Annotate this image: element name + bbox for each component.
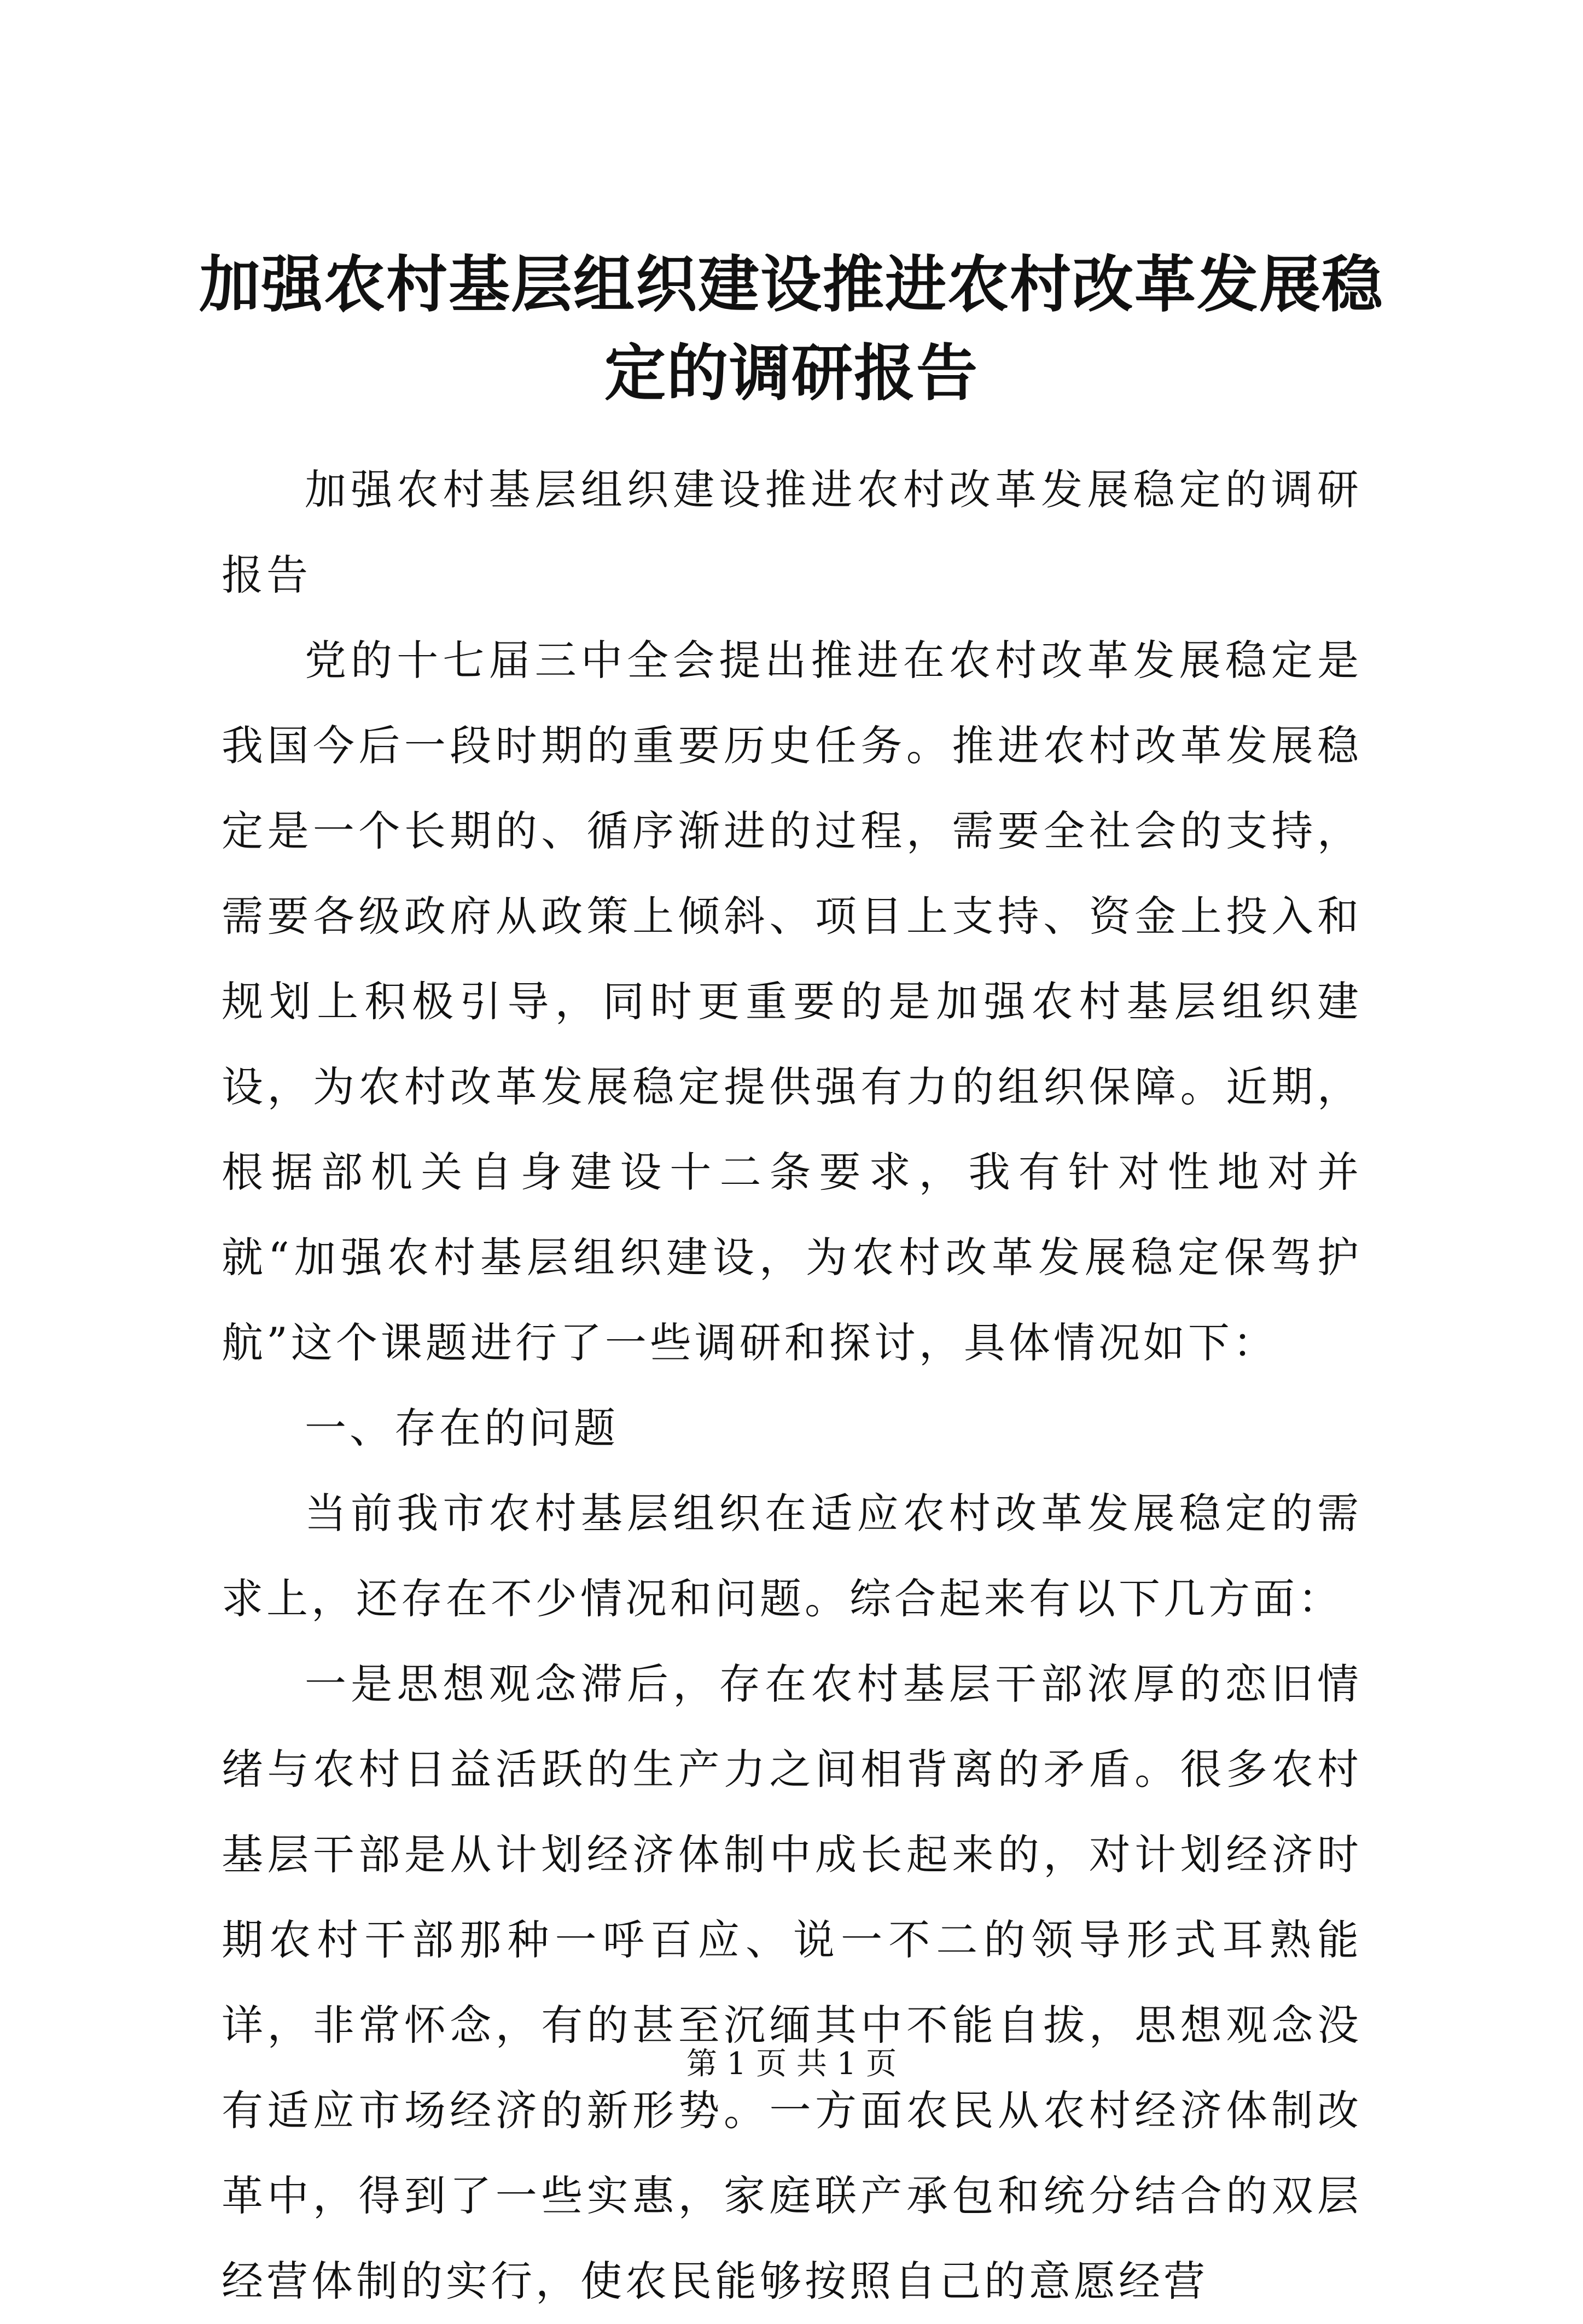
- paragraph-repeated-title: 加强农村基层组织建设推进农村改革发展稳定的调研报告: [222, 465, 1362, 599]
- paragraph-problems-summary: 当前我市农村基层组织在适应农村改革发展稳定的需求上，还存在不少情况和问题。综合起来有以下几方面：: [222, 1489, 1362, 1623]
- paragraph-problem-one: 一是思想观念滞后，存在农村基层干部浓厚的恋旧情绪与农村日益活跃的生产力之间相背离的矛盾。很多农村基层干部是从计划经济体制中成长起来的，对计划经济时期农村干部那种一呼百应、说一不二的领导形式耳熟能详，非常怀念，有的甚至沉缅其中不能自拔，思想观念没有适应市场经济的新形势。一方面农民从农村经济体制改革中，得到了一些实惠，家庭联产承包和统分结合的双层经营体制的实行，使农民能够按照自己的意愿经营: [222, 1660, 1362, 2305]
- document-title: 加强农村基层组织建设推进农村改革发展稳定的调研报告: [199, 249, 1384, 409]
- page-footer: 第 1 页 共 1 页: [686, 2046, 897, 2082]
- section-heading-problems: 一、存在的问题: [305, 1404, 619, 1452]
- paragraph-intro: 党的十七届三中全会提出推进在农村改革发展稳定是我国今后一段时期的重要历史任务。推进农村改革发展稳定是一个长期的、循序渐进的过程，需要全社会的支持，需要各级政府从政策上倾斜、项目上支持、资金上投入和规划上积极引导，同时更重要的是加强农村基层组织建设，为农村改革发展稳定提供强有力的组织保障。近期，根据部机关自身建设十二条要求，我有针对性地对并就“加强农村基层组织建设，为农村改革发展稳定保驾护航”这个课题进行了一些调研和探讨，具体情况如下：: [222, 636, 1362, 1367]
